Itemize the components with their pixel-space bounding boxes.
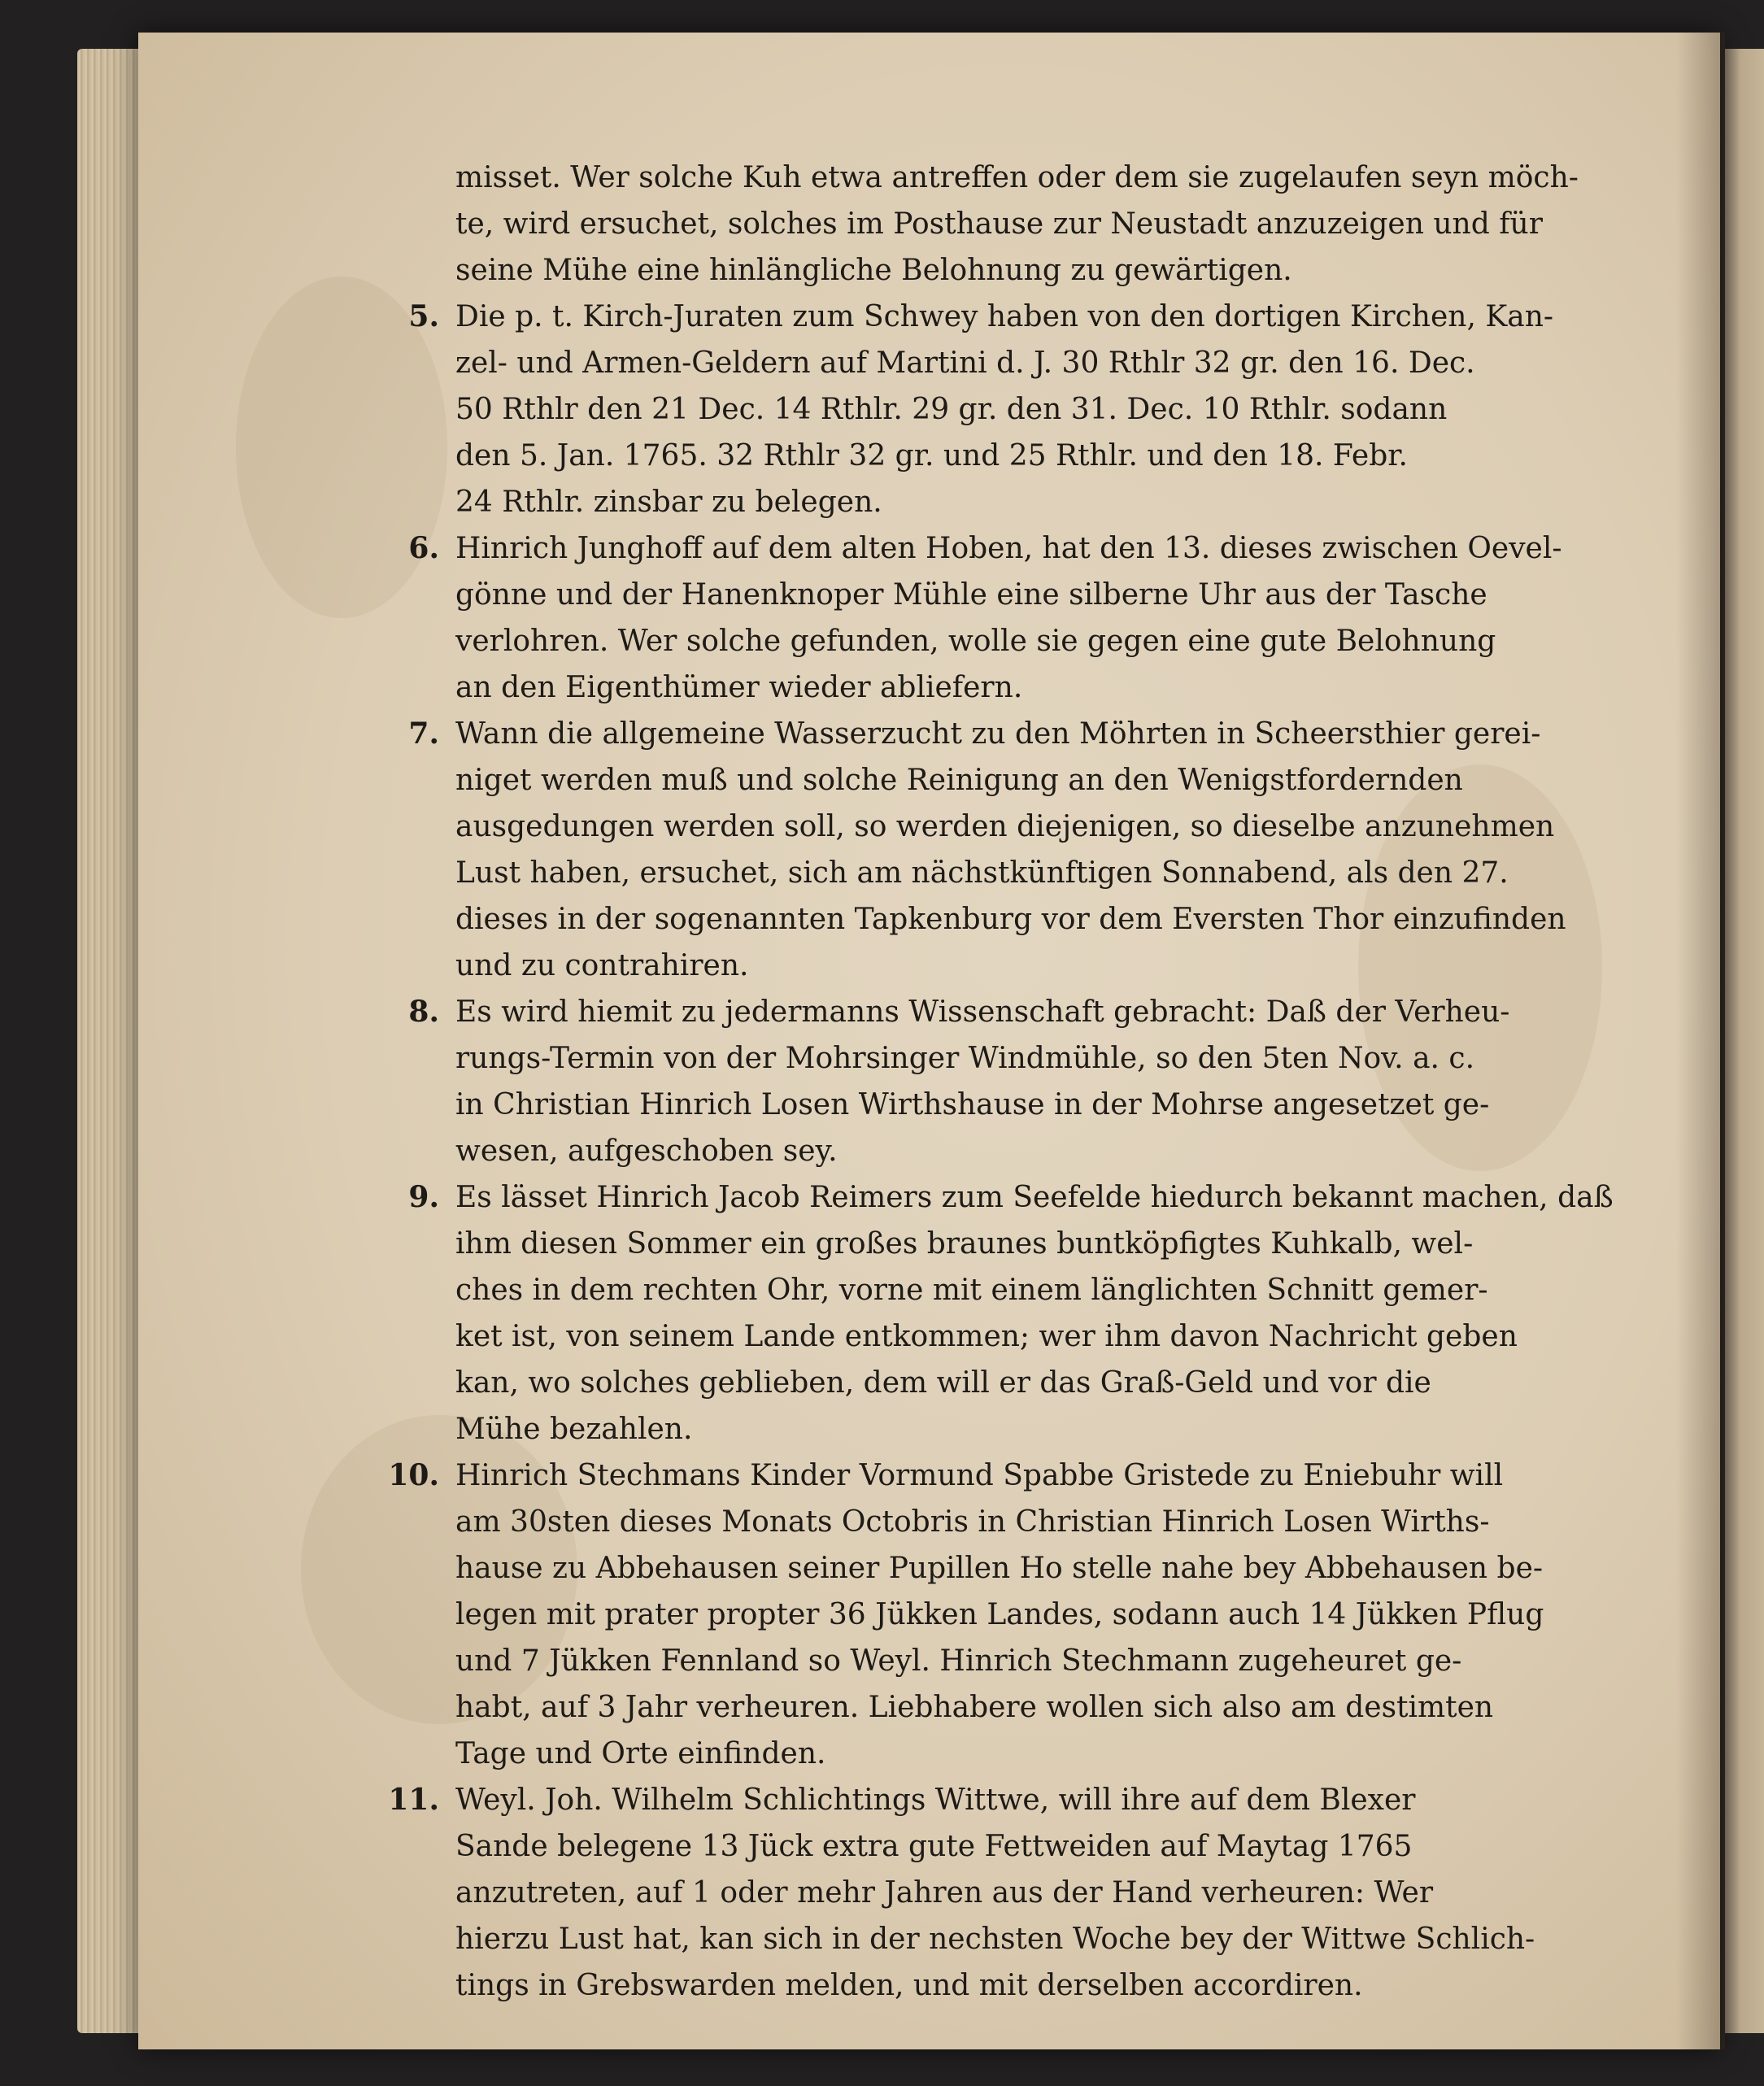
text-line: Lust haben, ersuchet, sich am nächstkünftigen Sonnabend, als den 27. (455, 856, 1509, 890)
text-line: in Christian Hinrich Losen Wirthshause in der Mohrse angesetzet ge- (455, 1088, 1490, 1121)
text-line: und zu contrahiren. (455, 949, 749, 982)
text-line: habt, auf 3 Jahr verheuren. Liebhabere wollen sich also am destimten (455, 1691, 1494, 1724)
text-line: 24 Rthlr. zinsbar zu belegen. (455, 486, 882, 519)
text-line: wesen, aufgeschoben sey. (455, 1134, 838, 1168)
notice-entry-11 (388, 1777, 1659, 2009)
text-line: te, wird ersuchet, solches im Posthause zur Neustadt anzuzeigen und für (455, 207, 1543, 241)
text-line: rungs-Termin von der Mohrsinger Windmühle, so den 5ten Nov. a. c. (455, 1042, 1475, 1075)
gutter-shadow (1676, 33, 1725, 2049)
text-line: Es wird hiemit zu jedermanns Wissenschaft gebracht: Daß der Verheu- (455, 995, 1510, 1029)
notice-entry-7 (408, 711, 1659, 989)
text-line: verlohren. Wer solche gefunden, wolle sie gegen eine gute Belohnung (455, 625, 1496, 658)
document-body (388, 155, 1659, 2009)
entry-number: 5. (408, 299, 439, 333)
entry-number: 10. (388, 1458, 439, 1492)
text-line: an den Eigenthümer wieder abliefern. (455, 671, 1023, 704)
text-line: ket ist, von seinem Lande entkommen; wer ihm davon Nachricht geben (455, 1320, 1518, 1353)
text-line: den 5. Jan. 1765. 32 Rthlr 32 gr. und 25 Rthlr. und den 18. Febr. (455, 439, 1408, 473)
text-line: dieses in der sogenannten Tapkenburg vor dem Eversten Thor einzufinden (455, 903, 1566, 936)
text-line: Tage und Orte einfinden. (455, 1737, 826, 1770)
text-line: tings in Grebswarden melden, und mit derselben accordiren. (455, 1969, 1363, 2002)
text-line: anzutreten, auf 1 oder mehr Jahren aus der Hand verheuren: Wer (455, 1876, 1434, 1910)
text-line: Hinrich Junghoff auf dem alten Hoben, hat den 13. dieses zwischen Oevel- (455, 532, 1562, 565)
text-line: 50 Rthlr den 21 Dec. 14 Rthlr. 29 gr. den 31. Dec. 10 Rthlr. sodann (455, 393, 1448, 426)
text-line: Hinrich Stechmans Kinder Vormund Spabbe Gristede zu Eniebuhr will (455, 1459, 1504, 1492)
text-line: Weyl. Joh. Wilhelm Schlichtings Wittwe, will ihre auf dem Blexer (455, 1783, 1416, 1817)
text-line: Mühe bezahlen. (455, 1413, 693, 1446)
text-line: legen mit prater propter 36 Jükken Landes, sodann auch 14 Jükken Pflug (455, 1598, 1544, 1631)
notice-entry-10 (388, 1452, 1659, 1777)
notice-entry-6 (408, 525, 1659, 711)
entry-number: 8. (408, 995, 439, 1029)
text-line: ausgedungen werden soll, so werden diejenigen, so dieselbe anzunehmen (455, 810, 1555, 843)
text-line: gönne und der Hanenknoper Mühle eine silberne Uhr aus der Tasche (455, 578, 1487, 612)
entry-number: 9. (408, 1180, 439, 1214)
facing-page-edge (1725, 49, 1764, 2033)
text-line: seine Mühe eine hinlängliche Belohnung zu gewärtigen. (455, 254, 1292, 287)
text-line: hause zu Abbehausen seiner Pupillen Ho stelle nahe bey Abbehausen be- (455, 1552, 1544, 1585)
text-line: ihm diesen Sommer ein großes braunes buntköpfigtes Kuhkalb, wel- (455, 1227, 1474, 1261)
text-line: zel- und Armen-Geldern auf Martini d. J. 30 Rthlr 32 gr. den 16. Dec. (455, 346, 1475, 380)
notice-entry-5 (408, 294, 1659, 525)
text-line: am 30sten dieses Monats Octobris in Christian Hinrich Losen Wirths- (455, 1505, 1490, 1539)
text-line: ches in dem rechten Ohr, vorne mit einem länglichten Schnitt gemer- (455, 1274, 1488, 1307)
notice-entry-9 (408, 1174, 1659, 1452)
text-line: Es lässet Hinrich Jacob Reimers zum Seefelde hiedurch bekannt machen, daß (455, 1181, 1614, 1214)
text-line: hierzu Lust hat, kan sich in der nechsten Woche bey der Wittwe Schlich- (455, 1923, 1535, 1956)
notice-entry-8 (408, 989, 1659, 1174)
text-line: misset. Wer solche Kuh etwa antreffen oder dem sie zugelaufen seyn möch- (455, 161, 1579, 194)
entry-number: 11. (388, 1783, 439, 1817)
text-line: niget werden muß und solche Reinigung an den Wenigstfordernden (455, 764, 1463, 797)
entry-number: 7. (408, 716, 439, 751)
text-line: und 7 Jükken Fennland so Weyl. Hinrich Stechmann zugeheuret ge- (455, 1644, 1462, 1678)
text-line: Wann die allgemeine Wasserzucht zu den Möhrten in Scheersthier gerei- (455, 717, 1541, 751)
text-line: Sande belegene 13 Jück extra gute Fettweiden auf Maytag 1765 (455, 1830, 1413, 1863)
text-line: Die p. t. Kirch-Juraten zum Schwey haben von den dortigen Kirchen, Kan- (455, 300, 1554, 333)
text-line: kan, wo solches geblieben, dem will er das Graß-Geld und vor die (455, 1366, 1431, 1400)
intro-paragraph (455, 155, 1659, 294)
entry-number: 6. (408, 531, 439, 565)
